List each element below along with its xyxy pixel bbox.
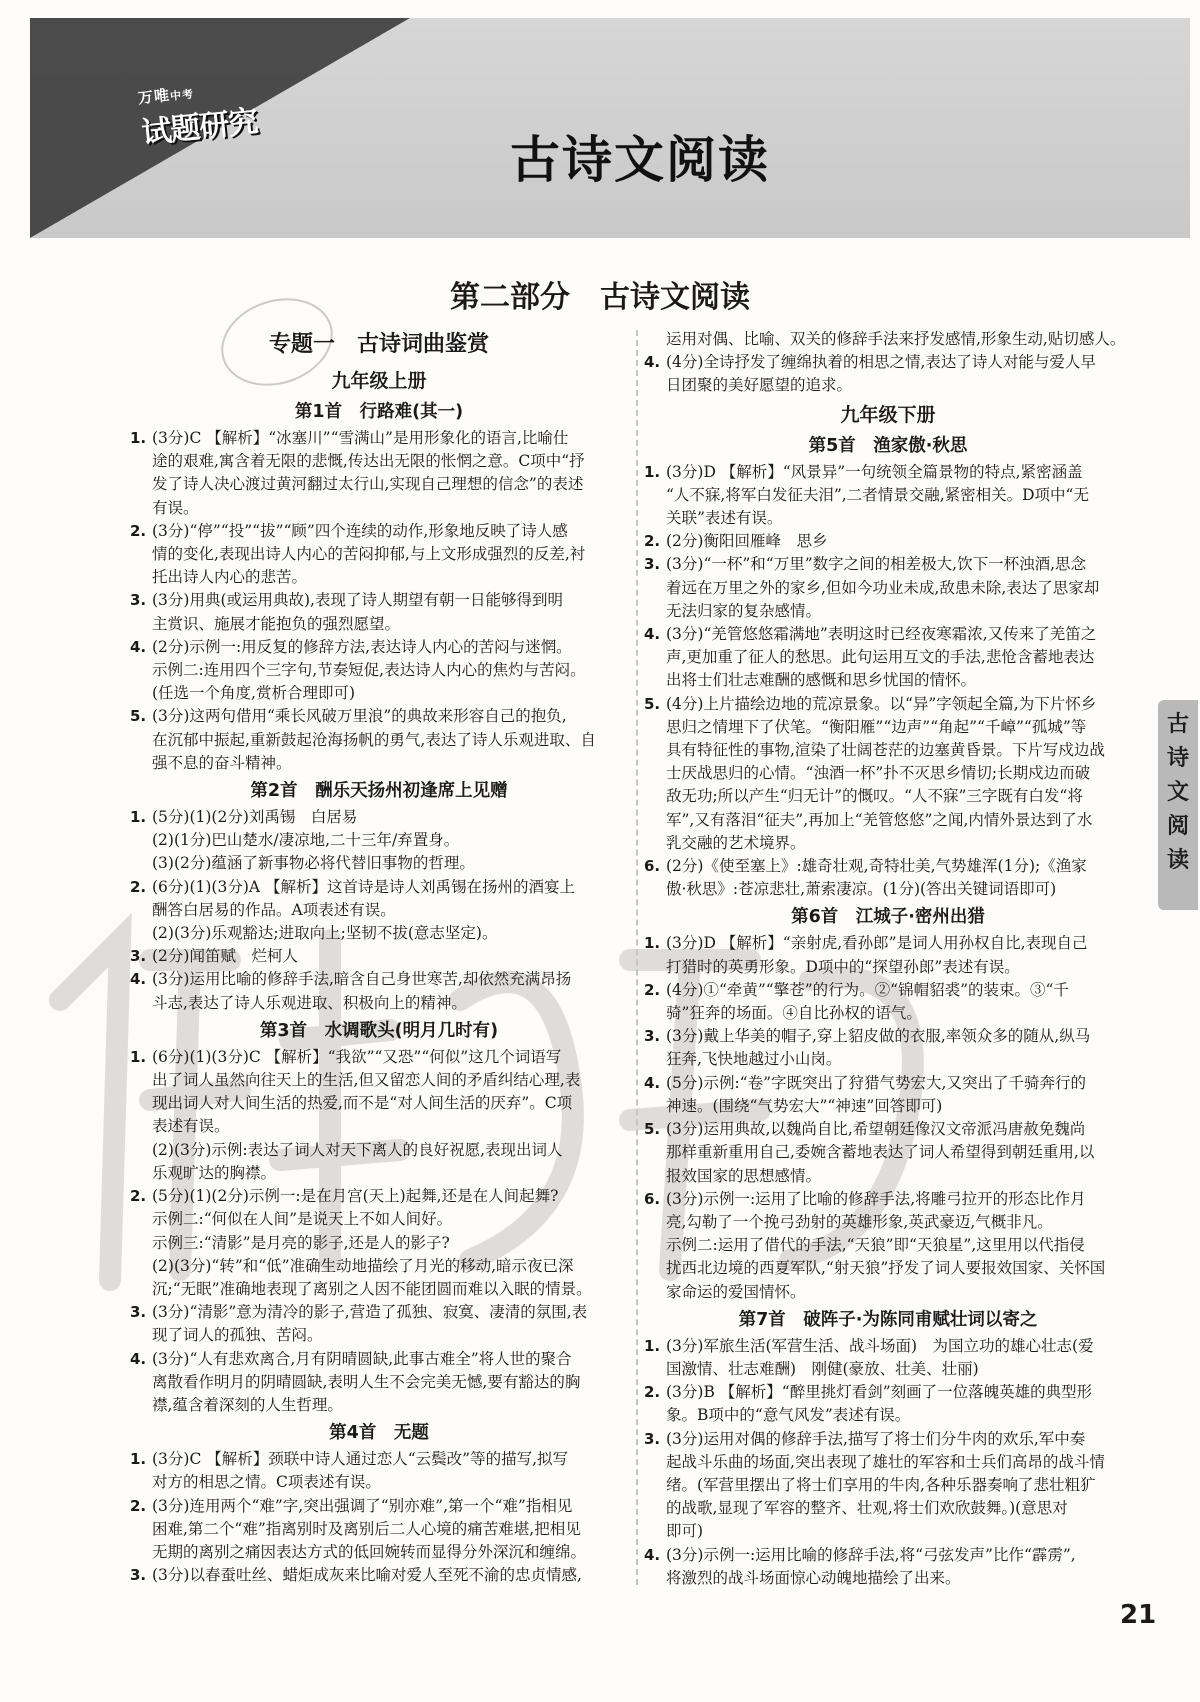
answer-item [644, 693, 1132, 855]
answer-number: 4. [644, 1073, 661, 1092]
column-divider [636, 330, 638, 1585]
answer-number: 5. [130, 707, 147, 726]
answer-line: 出将士们壮志难酬的感慨和思乡忧国的情怀。 [666, 671, 977, 690]
answer-number: 2. [644, 980, 661, 999]
answer-line: (2)(1分)巴山楚水/凄凉地,二十三年/弃置身。 [152, 831, 460, 850]
answer-line: 起战斗乐曲的场面,突出表现了雄壮的军容和士兵们高昂的战斗情 [666, 1452, 1105, 1471]
answer-item [644, 328, 1132, 351]
answer-line: (3分)运用典故,以魏尚自比,希望朝廷像汉文帝派冯唐赦免魏尚 [666, 1120, 1086, 1139]
answer-number: 4. [644, 353, 661, 372]
answer-line: (3分)“人有悲欢离合,月有阴晴圆缺,此事古难全”将人世的聚合 [152, 1349, 572, 1368]
answer-number: 4. [130, 1349, 147, 1368]
answer-line: (2分)闻笛赋 烂柯人 [152, 947, 298, 966]
answer-item [130, 968, 628, 1014]
poem-heading: 第4首 无题 [329, 1423, 429, 1444]
answer-number: 3. [130, 1303, 147, 1322]
answer-item [644, 1118, 1132, 1188]
answer-number: 2. [130, 877, 147, 896]
answer-line: 离散看作明月的阴晴圆缺,表明人生不会完美无憾,要有豁达的胸 [152, 1372, 581, 1391]
answer-line: (2)(3分)乐观豁达;进取向上;坚韧不拔(意志坚定)。 [152, 924, 498, 943]
right-column [644, 328, 1132, 1590]
answer-line: 傲·秋思》:苍凉悲壮,萧索凄凉。(1分)(答出关键词语即可) [666, 880, 1057, 899]
answer-line: 主赏识、施展才能抱负的强烈愿望。 [152, 614, 401, 633]
answer-line: (3分)运用比喻的修辞手法,暗含自己身世寒苦,却依然充满昂扬 [152, 970, 572, 989]
answer-line: 绪。(军营里摆出了将士们享用的牛肉,各种乐器奏响了悲壮粗犷 [666, 1475, 1096, 1494]
answer-line: 表述有误。 [152, 1117, 230, 1136]
answer-number: 4. [130, 637, 147, 656]
answer-line: 的战歌,显现了军容的整齐、壮观,将士们欢欣鼓舞。)(意思对 [666, 1499, 1068, 1518]
answer-line: (2)(3分)“转”和“低”准确生动地描绘了月光的移动,暗示夜已深 [152, 1256, 574, 1275]
answer-line: 士厌战思归的心情。“浊酒一杯”扑不灭思乡情切;长期戍边而破 [666, 764, 1091, 783]
answer-line: 军”,又有落泪“征夫”,再加上“羌管悠悠”之闻,内情外景达到了水 [666, 810, 1093, 829]
answer-line: 出了词人虽然向往天上的生活,但又留恋人间的矛盾纠结心理,表 [152, 1071, 581, 1090]
answer-line: 着远在万里之外的家乡,但如今功业未成,敌患未除,表达了思家却 [666, 578, 1100, 597]
answer-item [130, 1448, 628, 1494]
side-tab-char: 诗 [1166, 746, 1189, 771]
answer-line: (5分)(1)(2分)示例一:是在月宫(天上)起舞,还是在人间起舞? [152, 1187, 559, 1206]
answer-line: 发了诗人决心渡过黄河翻过太行山,实现自己理想的信念”的表述 [152, 475, 584, 494]
answer-number: 3. [644, 1027, 661, 1046]
answer-line: (3分)这两句借用“乘长风破万里浪”的典故来形容自己的抱负, [152, 707, 567, 726]
answer-line: 敌无功;所以产生“归无计”的慨叹。“人不寐”三字既有白发“将 [666, 787, 1083, 806]
answer-line: 打猎时的英勇形象。D项中的“探望孙郎”表述有误。 [666, 957, 1020, 976]
answer-line: (3分)用典(或运用典故),表现了诗人期望有朝一日能够得到明 [152, 591, 563, 610]
answer-line: (4分)全诗抒发了缠绵执着的相思之情,表达了诗人对能与爱人早 [666, 353, 1096, 372]
answer-line: 示例二:运用了借代的手法,“天狼”即“天狼星”,这里用以代指侵 [666, 1236, 1085, 1255]
answer-item [644, 932, 1132, 978]
answer-line: (3分)示例一:运用比喻的修辞手法,将“弓弦发声”比作“霹雳”, [666, 1545, 1076, 1564]
part-title: 第二部分 古诗文阅读 [450, 280, 750, 315]
answer-number: 2. [130, 1496, 147, 1515]
answer-line: (3分)示例一:运用了比喻的修辞手法,将雕弓拉开的形态比作月 [666, 1189, 1086, 1208]
answer-number: 6. [644, 1189, 661, 1208]
poem-heading: 第6首 江城子·密州出猎 [791, 907, 985, 928]
side-tab [1158, 700, 1198, 910]
answer-line: 亮,勾勒了一个挽弓劲射的英雄形象,英武豪迈,气概非凡。 [666, 1212, 1053, 1231]
answer-line: (3分)“停”“投”“拔”“顾”四个连续的动作,形象地反映了诗人感 [152, 521, 568, 540]
answer-line: 无期的离别之痛因表达方式的低回婉转而显得分外深沉和缠绵。 [152, 1542, 587, 1561]
answer-item [644, 1072, 1132, 1118]
answer-line: 即可) [666, 1522, 704, 1541]
answer-item [130, 705, 628, 775]
answer-line: (2分)《使至塞上》:雄奇壮观,奇特壮美,气势雄浑(1分);《渔家 [666, 857, 1087, 876]
answer-item [644, 351, 1132, 397]
answer-number: 6. [644, 857, 661, 876]
answer-line: 运用对偶、比喻、双关的修辞手法来抒发感情,形象生动,贴切感人。 [666, 330, 1126, 348]
poem-heading: 第2首 酬乐天扬州初逢席上见赠 [250, 781, 508, 802]
answer-line: 困难,第二个“难”指离别时及离别后二人心境的痛苦难堪,把相见 [152, 1519, 581, 1538]
answer-item [130, 945, 628, 968]
answer-item [644, 530, 1132, 553]
side-tab-char: 文 [1166, 780, 1189, 805]
answer-number: 2. [644, 1383, 661, 1402]
answer-item [130, 1185, 628, 1301]
answer-item [130, 1564, 628, 1587]
answer-line: 无法归家的复杂感情。 [666, 601, 822, 620]
answer-line: (6分)(1)(3分)C 【解析】“我欲”“又恐”“何似”这几个词语写 [152, 1047, 562, 1066]
answer-line: (4分)上片描绘边地的荒凉景象。以“异”字领起全篇,为下片怀乡 [666, 694, 1097, 713]
answer-item [644, 553, 1132, 623]
answer-number: 1. [644, 1336, 661, 1355]
answer-line: (3分)军旅生活(军营生活、战斗场面) 为国立功的雄心壮志(爱 [666, 1336, 1094, 1355]
answer-line: 示例二:“何似在人间”是说天上不如人间好。 [152, 1210, 453, 1229]
answer-number: 4. [644, 1545, 661, 1564]
answer-line: 情的变化,表现出诗人内心的苦闷抑郁,与上文形成强烈的反差,衬 [152, 545, 586, 564]
answer-item [644, 979, 1132, 1025]
answer-line: (任选一个角度,赏析合理即可) [152, 684, 356, 703]
poem-heading: 第7首 破阵子·为陈同甫赋壮词以寄之 [738, 1309, 1038, 1330]
logo-main-text: 试题研究 [140, 104, 260, 152]
answer-number: 3. [130, 591, 147, 610]
answer-line: 思归之情埋下了伏笔。“衡阳雁”“边声”“角起”“千嶂”“孤城”等 [666, 717, 1087, 736]
answer-line: (3分)“羌管悠悠霜满地”表明这时已经夜寒霜浓,又传来了羌笛之 [666, 625, 1097, 644]
page-number: 21 [1120, 1600, 1157, 1630]
answer-number: 4. [644, 625, 661, 644]
answer-number: 1. [130, 1450, 147, 1469]
answer-number: 5. [644, 1120, 661, 1139]
left-sections [130, 398, 628, 1587]
answer-item [130, 636, 628, 706]
answer-line: 日团聚的美好愿望的追求。 [666, 376, 853, 395]
answer-line: 现了词人的孤独、苦闷。 [152, 1326, 323, 1345]
answer-line: (3分)C 【解析】“冰塞川”“雪满山”是用形象化的语言,比喻仕 [152, 429, 569, 447]
answer-item [644, 1188, 1132, 1304]
answer-line: (3)(2分)蕴涵了新事物必将代替旧事物的哲理。 [152, 854, 475, 873]
answer-line: (6分)(1)(3分)A 【解析】这首诗是诗人刘禹锡在扬州的酒宴上 [152, 877, 575, 896]
answer-number: 4. [130, 970, 147, 989]
side-tab-char: 古 [1166, 712, 1189, 737]
left-column [130, 328, 628, 1587]
answer-line: 扰西北边境的西夏军队,“射天狼”抒发了词人要报效国家、关怀国 [666, 1259, 1106, 1278]
answer-number: 2. [130, 521, 147, 540]
answer-line: (3分)“清影”意为清冷的影子,营造了孤独、寂寞、凄清的氛围,表 [152, 1303, 588, 1322]
answer-line: (5分)示例:“卷”字既突出了狩猎气势宏大,又突出了千骑奔行的 [666, 1073, 1086, 1092]
answer-number: 2. [644, 532, 661, 551]
answer-line: (3分)戴上华美的帽子,穿上貂皮做的衣服,率领众多的随从,纵马 [666, 1027, 1091, 1046]
answer-number: 5. [644, 694, 661, 713]
answer-line: 襟,蕴含着深刻的人生哲理。 [152, 1395, 343, 1414]
answer-item [644, 1428, 1132, 1544]
answer-line: (3分)D 【解析】“亲射虎,看孙郎”是词人用孙权自比,表现自己 [666, 934, 1088, 953]
answer-line: (4分)①“牵黄”“擎苍”的行为。②“锦帽貂裘”的装束。③“千 [666, 980, 1069, 999]
answer-line: 现出词人对人间生活的热爱,而不是“对人间生活的厌弃”。C项 [152, 1094, 573, 1113]
answer-line: 声,更加重了征人的愁思。此句运用互文的手法,悲怆含蓄地表达 [666, 648, 1095, 667]
answer-number: 1. [130, 808, 147, 827]
answer-line: 斗志,表达了诗人乐观进取、积极向上的精神。 [152, 993, 467, 1012]
answer-item [130, 1348, 628, 1418]
answer-item [644, 1335, 1132, 1381]
answer-item [644, 1381, 1132, 1427]
answer-line: 骑”狂奔的场面。④自比孙权的语气。 [666, 1004, 922, 1023]
answer-line: 沉;“无眠”准确地表现了离别之人因不能团圆而难以入眠的情景。 [152, 1279, 592, 1298]
answer-line: (5分)(1)(2分)刘禹锡 白居易 [152, 808, 358, 827]
logo-brand: 万唯 [137, 86, 171, 108]
answer-line: (3分)运用对偶的修辞手法,描写了将士们分牛肉的欢乐,军中奏 [666, 1429, 1086, 1448]
topic-heading: 专题一 古诗词曲鉴赏 [268, 332, 489, 357]
logo-brand-sub: 中考 [169, 87, 195, 104]
answer-line: (2)(3分)示例:表达了词人对天下离人的良好祝愿,表现出词人 [152, 1140, 563, 1159]
side-tab-char: 阅 [1166, 814, 1189, 839]
answer-line: 神速。(围绕“气势宏大”“神速”回答即可) [666, 1096, 943, 1115]
answer-line: 关联”表述有误。 [666, 509, 783, 528]
answer-line: 途的艰难,寓含着无限的悲慨,传达出无限的怅惘之意。C项中“抒 [152, 452, 585, 471]
answer-line: 在沉郁中振起,重新鼓起沧海扬帆的勇气,表达了诗人乐观进取、自 [152, 730, 596, 749]
side-tab-char: 读 [1166, 848, 1189, 873]
answer-number: 3. [644, 555, 661, 574]
answer-item [130, 806, 628, 876]
poem-heading: 第3首 水调歌头(明月几时有) [259, 1020, 499, 1041]
answer-line: 象。B项中的“意气风发”表述有误。 [666, 1406, 911, 1425]
answer-line: 乳交融的艺术境界。 [666, 833, 806, 852]
poem-heading: 第1首 行路难(其一) [294, 402, 464, 422]
answer-number: 1. [644, 934, 661, 953]
answer-line: (2分)示例一:用反复的修辞方法,表达诗人内心的苦闷与迷惘。 [152, 637, 572, 656]
answer-line: (3分)连用两个“难”字,突出强调了“别亦难”,第一个“难”指相见 [152, 1496, 573, 1515]
answer-item [130, 1495, 628, 1565]
answer-line: 家命运的爱国情怀。 [666, 1282, 806, 1301]
answer-item [644, 461, 1132, 531]
answer-line: (3分)B 【解析】“醉里挑灯看剑”刻画了一位落魄英雄的典型形 [666, 1383, 1093, 1402]
answer-line: 狂奔,飞快地越过小山岗。 [666, 1050, 842, 1069]
answer-item [644, 855, 1132, 901]
answer-line: 示例二:连用四个三字句,节奏短促,表达诗人内心的焦灼与苦闷。 [152, 661, 586, 680]
answer-line: (3分)D 【解析】“风景异”一句统领全篇景物的特点,紧密涵盖 [666, 462, 1083, 481]
grade-heading-lower: 九年级下册 [840, 403, 936, 426]
answer-item [130, 520, 628, 590]
answer-item [130, 1301, 628, 1347]
answer-number: 1. [130, 1047, 147, 1066]
answer-line: 乐观旷达的胸襟。 [152, 1163, 277, 1182]
answer-item [130, 1046, 628, 1185]
grade-heading-upper: 九年级上册 [331, 370, 427, 392]
answer-line: 对方的相思之情。C项表述有误。 [152, 1473, 381, 1492]
answer-line: (3分)“一杯”和“万里”数字之间的相差极大,饮下一杯浊酒,思念 [666, 555, 1087, 574]
answer-line: 酬答白居易的作品。A项表述有误。 [152, 900, 396, 919]
answer-number: 1. [644, 462, 661, 481]
answer-item [130, 427, 628, 520]
answer-number: 3. [644, 1429, 661, 1448]
page-title: 古诗文阅读 [510, 131, 770, 189]
answer-number: 1. [130, 429, 147, 447]
right-continuation [644, 328, 1132, 398]
answer-line: 具有特征性的事物,渲染了壮阔苍茫的边塞黄昏景。下片写戍边战 [666, 741, 1105, 760]
right-sections [644, 432, 1132, 1590]
answer-number: 2. [130, 1187, 147, 1206]
answer-line: (3分)以春蚕吐丝、蜡炬成灰来比喻对爱人至死不渝的忠贞情感, [152, 1566, 582, 1585]
answer-line: (2分)衡阳回雁峰 思乡 [666, 532, 828, 551]
answer-item [644, 1544, 1132, 1590]
answer-item [644, 623, 1132, 693]
answer-item [644, 1025, 1132, 1071]
answer-number: 3. [130, 1566, 147, 1585]
answer-line: 托出诗人内心的悲苦。 [152, 568, 308, 587]
answer-line: 国激情、壮志难酬) 刚健(豪放、壮美、壮丽) [666, 1359, 979, 1378]
answer-line: 那样重新重用自己,委婉含蓄地表达了词人希望得到朝廷重用,以 [666, 1143, 1095, 1162]
answer-line: 有误。 [152, 498, 199, 517]
answer-line: 示例三:“清影”是月亮的影子,还是人的影子? [152, 1233, 450, 1252]
answer-line: (3分)C 【解析】颈联中诗人通过恋人“云鬓改”等的描写,拟写 [152, 1450, 569, 1469]
answer-line: “人不寐,将军白发征夫泪”,二者情景交融,紧密相关。D项中“无 [666, 485, 1089, 504]
answer-item [130, 589, 628, 635]
answer-line: 强不息的奋斗精神。 [152, 753, 292, 772]
poem-heading: 第5首 渔家傲·秋思 [808, 435, 968, 456]
answer-line: 报效国家的思想感情。 [666, 1166, 822, 1185]
answer-line: 将激烈的战斗场面惊心动魄地描绘了出来。 [666, 1568, 961, 1587]
answer-item [130, 876, 628, 946]
answer-number: 3. [130, 947, 147, 966]
